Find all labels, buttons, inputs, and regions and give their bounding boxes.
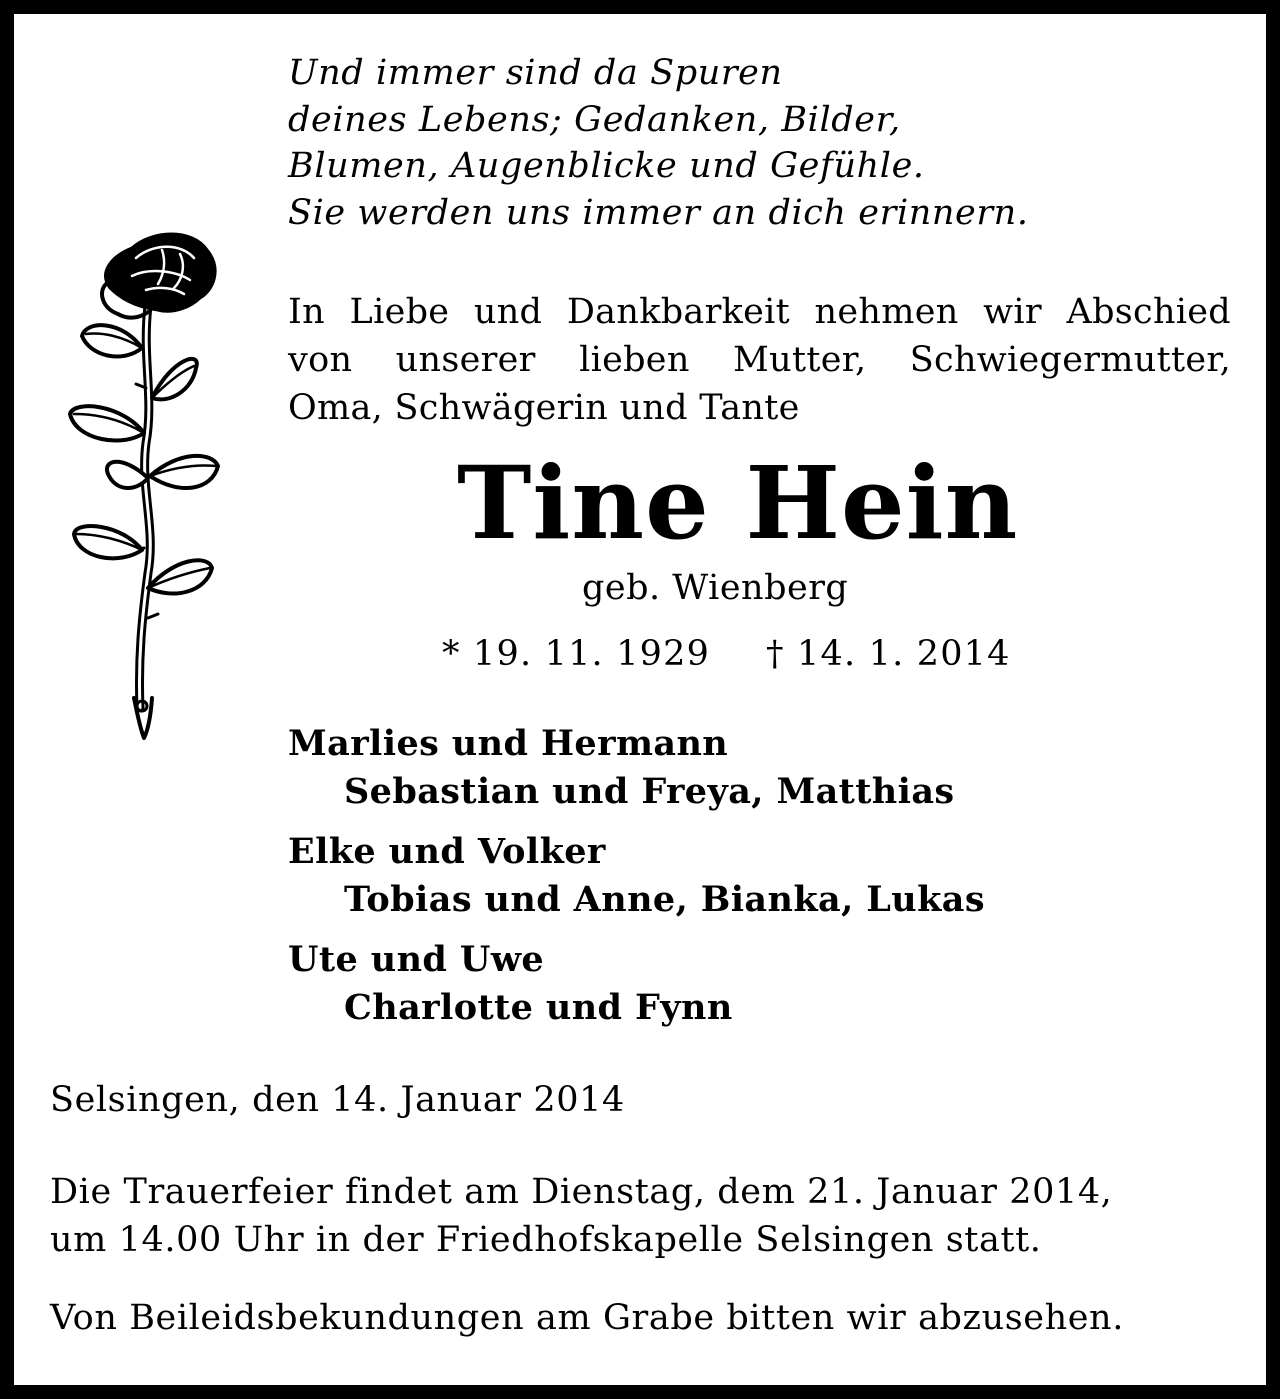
family-children: Tobias und Anne, Bianka, Lukas [344, 879, 985, 920]
family-children: Charlotte und Fynn [344, 987, 733, 1028]
condolence-note: Von Beileidsbekundungen am Grabe bitten wir abzusehen. [50, 1298, 1124, 1338]
poem [288, 50, 1029, 236]
poem-line: Blumen, Augenblicke und Gefühle. [288, 146, 925, 186]
intro-line: Oma, Schwägerin und Tante [288, 388, 800, 428]
family-children: Sebastian und Freya, Matthias [344, 771, 955, 812]
service-info [50, 1168, 1112, 1264]
maiden-name: geb. Wienberg [582, 568, 849, 608]
intro-line: von unserer lieben Mutter, Schwiegermutter, [288, 340, 1231, 380]
place-date: Selsingen, den 14. Januar 2014 [50, 1080, 625, 1120]
family-parents: Marlies und Hermann [288, 723, 729, 764]
birth-date: * 19. 11. 1929 [442, 634, 711, 674]
family-group [288, 936, 733, 1032]
poem-line: deines Lebens; Gedanken, Bilder, [288, 99, 901, 140]
poem-line: Und immer sind da Spuren [288, 53, 783, 93]
poem-line: Sie werden uns immer an dich erinnern. [288, 192, 1029, 233]
rose-icon [62, 228, 227, 744]
service-line: Die Trauerfeier findet am Dienstag, dem 21. Januar 2014, [50, 1172, 1113, 1212]
family-parents: Elke und Volker [288, 831, 606, 872]
intro-text [288, 288, 1231, 432]
death-date: † 14. 1. 2014 [766, 634, 1011, 674]
family-group [288, 720, 955, 816]
service-line: um 14.00 Uhr in der Friedhofskapelle Selsingen statt. [50, 1220, 1042, 1260]
family-group [288, 828, 985, 924]
family-parents: Ute und Uwe [288, 939, 545, 980]
intro-line: In Liebe und Dankbarkeit nehmen wir Abschied [288, 292, 1231, 332]
deceased-name: Tine Hein [457, 444, 1019, 562]
